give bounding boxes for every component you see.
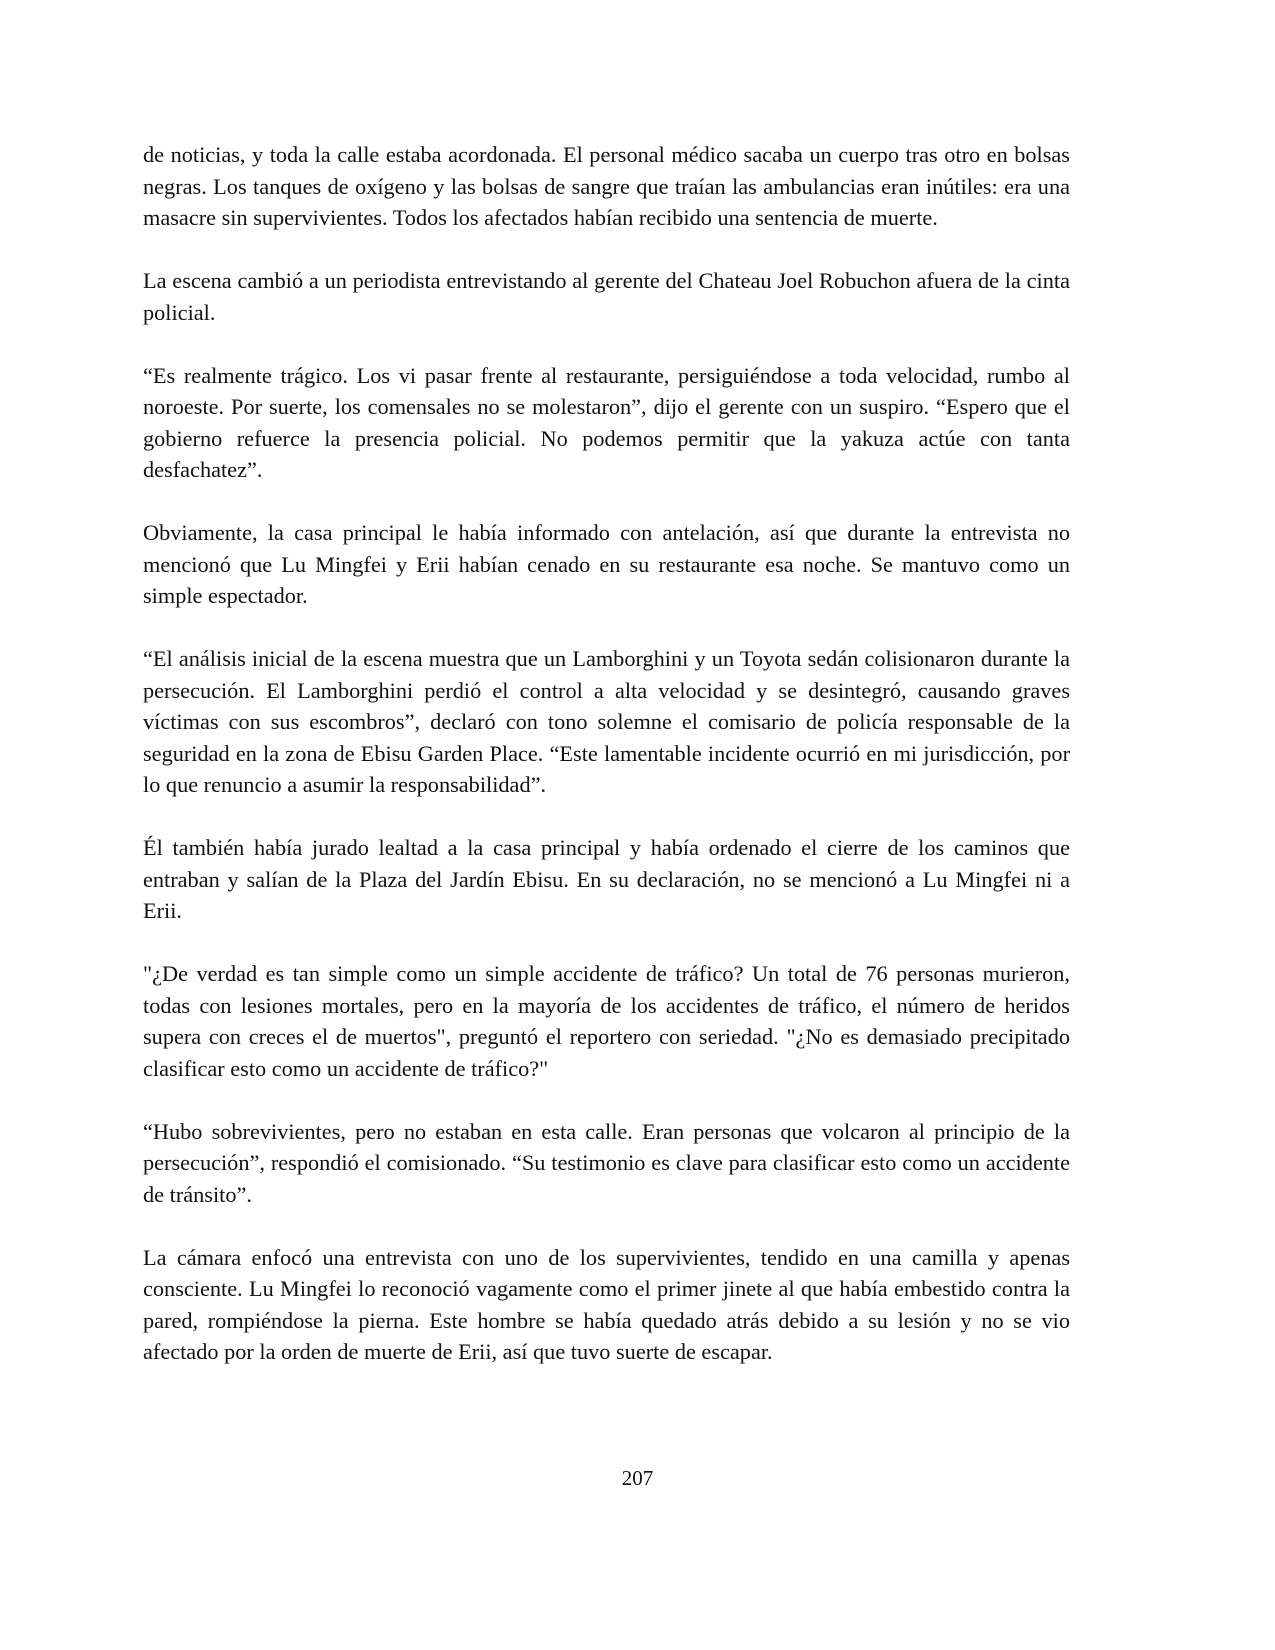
paragraph-9: La cámara enfocó una entrevista con uno de los supervivientes, tendido en una camilla y apenas consciente. Lu Mingfei lo reconoció vagamente como el primer jinete al que había embestido contra la pared, rompiéndose la pierna. Este hombre se había quedado atrás debido a su lesión y no se vio afectado por la orden de muerte de Erii, así que tuvo suerte de escapar. [143,1244,1070,1364]
paragraph-7: "¿De verdad es tan simple como un simple accidente de tráfico? Un total de 76 personas murieron, todas con lesiones mortales, pero en la mayoría de los accidentes de tráfico, el número de heridos supera con creces el de muertos", preguntó el reportero con seriedad. "¿No es demasiado precipitado clasificar esto como un accidente de tráfico?" [143,961,1070,1081]
paragraph-1: de noticias, y toda la calle estaba acordonada. El personal médico sacaba un cuerpo tras otro en bolsas negras. Los tanques de oxígeno y las bolsas de sangre que traían las ambulancias eran inútiles: era una masacre sin supervivientes. Todos los afectados habían recibido una sentencia de muerte. [143,142,1070,230]
paragraph-6: Él también había jurado lealtad a la casa principal y había ordenado el cierre de los caminos que entraban y salían de la Plaza del Jardín Ebisu. En su declaración, no se mencionó a Lu Mingfei ni a Erii. [143,835,1070,923]
paragraph-4: Obviamente, la casa principal le había informado con antelación, así que durante la entrevista no mencionó que Lu Mingfei y Erii habían cenado en su restaurante esa noche. Se mantuvo como un simple espectador. [143,520,1070,608]
page-number: 207 [621,1466,654,1490]
page-body [143,139,1070,1399]
paragraph-3: “Es realmente trágico. Los vi pasar frente al restaurante, persiguiéndose a toda velocidad, rumbo al noroeste. Por suerte, los comensales no se molestaron”, dijo el gerente con un suspiro. “Espero que el gobierno refuerce la presencia policial. No podemos permitir que la yakuza actúe con tanta desfachatez”. [143,362,1070,482]
paragraph-8: “Hubo sobrevivientes, pero no estaban en esta calle. Eran personas que volcaron al principio de la persecución”, respondió el comisionado. “Su testimonio es clave para clasificar esto como un accidente de tránsito”. [143,1118,1070,1207]
paragraph-2: La escena cambió a un periodista entrevistando al gerente del Chateau Joel Robuchon afuera de la cinta policial. [143,268,1070,325]
paragraph-5: “El análisis inicial de la escena muestra que un Lamborghini y un Toyota sedán colisionaron durante la persecución. El Lamborghini perdió el control a alta velocidad y se desintegró, causando graves víctimas con sus escombros”, declaró con tono solemne el comisario de policía responsable de la seguridad en la zona de Ebisu Garden Place. “Este lamentable incidente ocurrió en mi jurisdicción, por lo que renuncio a asumir la responsabilidad”. [143,646,1070,797]
